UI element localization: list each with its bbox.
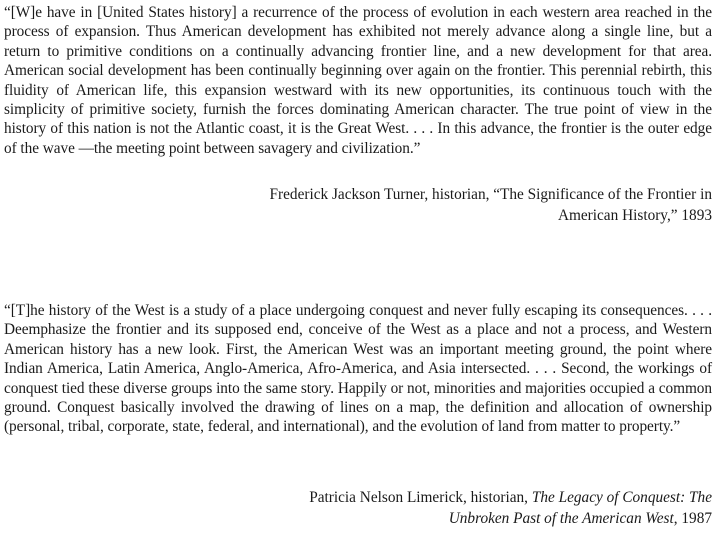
limerick-quote: “[T]he history of the West is a study of a place undergoing conquest and never fully escaping its consequences. . . . Deemphasize the frontier and its supposed end, conceive of the West as a place and not a process, and Western American history has a new look. First, the American West was an important meeting ground, the point where Indian America, Latin America, Anglo-America, Afro-America, and Asia intersected. . . . Second, the workings of conquest tied these diverse groups into the same story. Happily or not, minorities and majorities occupied a common ground. Conquest basically involved the drawing of lines on a map, the definition and allocation of ownership (personal, tribal, corporate, state, federal, and international), and the evolution of land from matter to property.” bbox=[4, 302, 712, 436]
turner-attribution-line-1: Frederick Jackson Turner, historian, “The Significance of the Frontier in bbox=[269, 186, 712, 203]
limerick-attribution-line-2 bbox=[172, 508, 712, 529]
limerick-book-title-part-1: The Legacy of Conquest: The bbox=[531, 489, 712, 506]
turner-attribution bbox=[172, 184, 712, 226]
limerick-attribution-year: , 1987 bbox=[673, 510, 712, 527]
limerick-book-title-part-2: Unbroken Past of the American West bbox=[448, 510, 674, 527]
turner-attribution-line-2: American History,” 1893 bbox=[557, 207, 712, 224]
turner-quote: “[W]e have in [United States history] a recurrence of the process of evolution in each western area reached in the process of expansion. Thus American development has exhibited not merely advance along a single line, but a return to primitive conditions on a continually advancing frontier line, and a new development for that area. American social development has been continually beginning over again on the frontier. This perennial rebirth, this fluidity of American life, this expansion westward with its new opportunities, its continuous touch with the simplicity of primitive society, furnish the forces dominating American character. The true point of view in the history of this nation is not the Atlantic coast, it is the Great West. . . . In this advance, the frontier is the outer edge of the wave —the meeting point between savagery and civilization.” bbox=[4, 4, 712, 157]
limerick-attribution-author: Patricia Nelson Limerick, historian, bbox=[309, 489, 532, 506]
limerick-attribution bbox=[172, 487, 712, 529]
limerick-attribution-line-1 bbox=[172, 487, 712, 508]
